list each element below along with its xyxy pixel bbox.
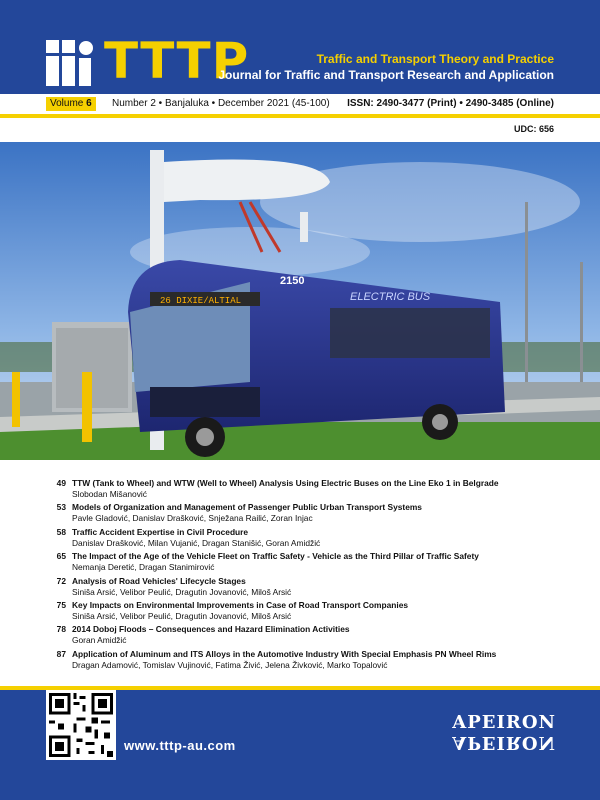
- toc-article-authors: Danislav Drašković, Milan Vujanić, Dragan Stanišić, Goran Amidžić: [72, 537, 321, 548]
- toc-item: [48, 478, 568, 502]
- toc-page-number: 78: [56, 624, 66, 635]
- journal-subtitle: Traffic and Transport Theory and Practice: [316, 52, 554, 66]
- toc-article-authors: Nemanja Deretić, Dragan Stanimirović: [72, 562, 215, 573]
- toc-article-authors: Siniša Arsić, Velibor Peulić, Dragutin Jovanović, Miloš Arsić: [72, 586, 292, 597]
- toc-article-authors: Slobodan Mišanović: [72, 489, 147, 499]
- destination-sign: 26 DIXIE/ALTIAL: [160, 296, 242, 306]
- toc-article-title: Application of Aluminum and ITS Alloys in the Automotive Industry With Special Emphasis PN Wheel Rims: [72, 648, 497, 659]
- toc-page-number: 58: [56, 526, 66, 537]
- tttp-logo-icon: [46, 40, 98, 86]
- toc-article-title: Analysis of Road Vehicles' Lifecycle Stages: [72, 575, 246, 586]
- toc-page-number: 75: [56, 599, 66, 610]
- volume-badge: [46, 97, 96, 111]
- cover-header: [0, 0, 600, 94]
- toc-item: [48, 624, 568, 648]
- volume-number: 6: [86, 98, 92, 109]
- journal-tagline: Journal for Traffic and Transport Research and Application: [218, 68, 554, 82]
- table-of-contents: [48, 478, 568, 673]
- toc-page-number: 49: [56, 478, 66, 488]
- bus-number-label: 2150: [280, 275, 305, 287]
- toc-item: [48, 600, 568, 624]
- publisher-logo-mirror: APEIRON: [452, 732, 556, 753]
- issue-details: Number 2 • Banjaluka • December 2021 (45-100): [112, 98, 330, 109]
- publisher-logo: APEIRON: [452, 712, 556, 733]
- volume-label: Volume: [50, 98, 84, 109]
- cover-photo: [0, 142, 600, 460]
- toc-article-title: Key Impacts on Environmental Improvements in Case of Road Transport Companies: [72, 599, 409, 610]
- toc-item: [48, 649, 568, 673]
- toc-item: [48, 551, 568, 575]
- toc-article-authors: Siniša Arsić, Velibor Peulić, Dragutin Jovanović, Miloš Arsić: [72, 610, 292, 621]
- toc-page-number: 53: [56, 502, 66, 513]
- toc-item: [48, 502, 568, 526]
- toc-page-number: 65: [56, 551, 66, 562]
- toc-page-number: 87: [56, 648, 66, 659]
- qr-code-icon: [46, 690, 116, 760]
- bus-side-label: ELECTRIC BUS: [350, 291, 431, 303]
- toc-article-authors: Goran Amidžić: [72, 635, 127, 646]
- journal-url-link[interactable]: www.tttp-au.com: [124, 738, 236, 753]
- toc-article-title: The Impact of the Age of the Vehicle Fleet on Traffic Safety - Vehicle as the Third Pillar of Traffic Safety: [72, 551, 479, 562]
- toc-article-title: Traffic Accident Expertise in Civil Procedure: [72, 526, 249, 537]
- toc-article-title: 2014 Doboj Floods – Consequences and Hazard Elimination Activities: [72, 624, 350, 635]
- toc-item: [48, 527, 568, 551]
- toc-article-authors: Pavle Gladović, Danislav Drašković, Snježana Railić, Zoran Injac: [72, 513, 313, 524]
- toc-article-authors: Dragan Adamović, Tomislav Vujinović, Fatima Živić, Jelena Živković, Marko Topalović: [72, 659, 388, 670]
- electric-bus-photo: [0, 142, 600, 460]
- udc-code: UDC: 656: [513, 124, 554, 134]
- issn: ISSN: 2490-3477 (Print) • 2490-3485 (Online): [347, 98, 554, 109]
- journal-brand: TTTP: [104, 32, 250, 90]
- toc-item: [48, 576, 568, 600]
- toc-article-title: TTW (Tank to Wheel) and WTW (Well to Wheel) Analysis Using Electric Buses on the Line Eko 1 in Belgrade: [72, 478, 499, 488]
- toc-article-title: Models of Organization and Management of Passenger Public Urban Transport Systems: [72, 502, 422, 513]
- issue-info-bar: [0, 94, 600, 118]
- toc-page-number: 72: [56, 575, 66, 586]
